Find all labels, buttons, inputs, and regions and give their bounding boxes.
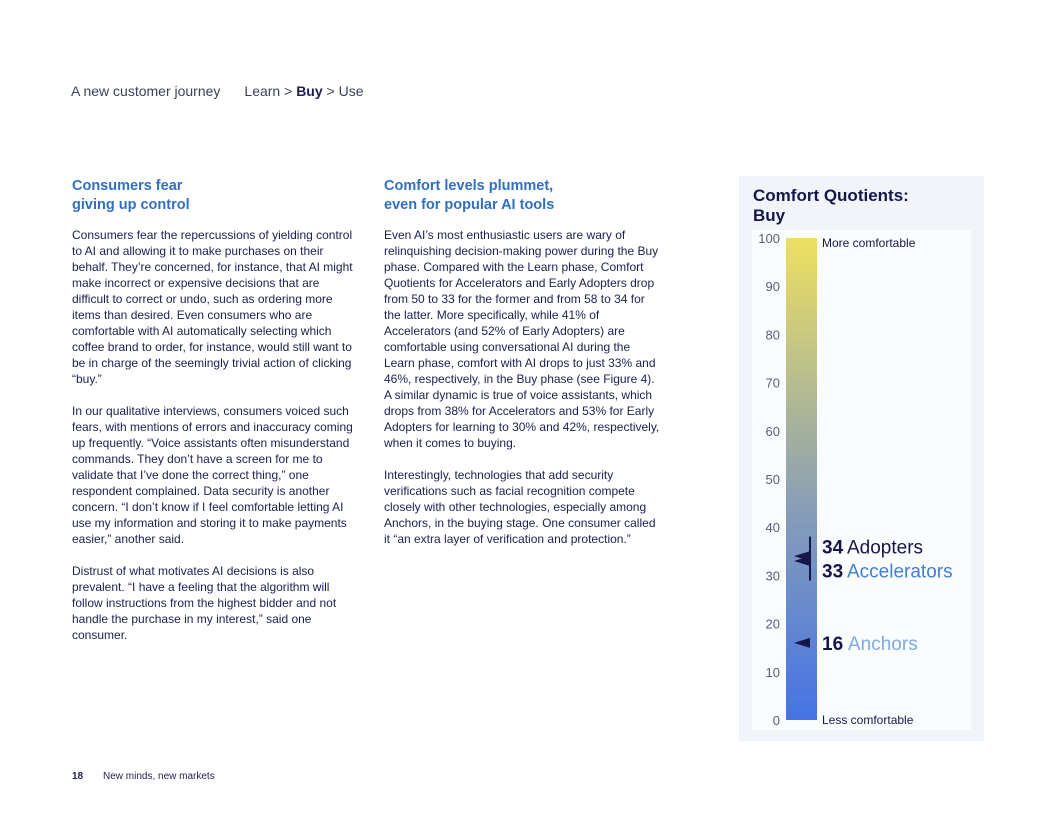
- top-axis-label: More comfortable: [822, 236, 916, 250]
- chart-title-line: Buy: [753, 206, 786, 225]
- data-label-value: 16: [822, 633, 844, 655]
- data-label-value: 33: [822, 561, 844, 583]
- section-title: A new customer journey: [71, 83, 221, 99]
- chart-plot-area: [752, 230, 971, 730]
- column-comfort-levels: [384, 177, 664, 563]
- paragraph: Consumers fear the repercussions of yielding control to AI and allowing it to make purchases on their behalf. They’re concerned, for instance, that AI might make incorrect or expensive decisions that are difficult to correct or undo, such as ordering more items than desired. Even consumers who are comfortable with AI automatically selecting which coffee brand to order, for instance, would still want to be in charge of the seemingly trivial action of clicking “buy.”: [72, 228, 353, 386]
- chart-title: [753, 186, 909, 226]
- y-tick-label: 80: [765, 327, 780, 343]
- page-footer: [72, 771, 215, 782]
- breadcrumb-separator: >: [322, 83, 339, 99]
- paragraph: Interestingly, technologies that add security verifications such as facial recognition compete closely with other technologies, especially among Anchors, in the buying stage. One consumer called it “an extra layer of verification and protection.”: [384, 468, 656, 546]
- y-tick-label: 90: [765, 279, 780, 295]
- y-tick-label: 40: [765, 520, 780, 536]
- comfort-quotient-chart-panel: [739, 176, 984, 741]
- breadcrumb: [244, 83, 363, 99]
- y-tick-label: 0: [772, 713, 780, 728]
- data-label-name: Adopters: [847, 537, 924, 559]
- y-tick-label: 70: [765, 375, 780, 391]
- y-tick-label: 30: [765, 568, 780, 584]
- y-tick-label: 50: [765, 472, 780, 487]
- gradient-bar: [786, 238, 817, 720]
- breadcrumb-separator: >: [280, 83, 297, 99]
- data-label-value: 34: [822, 537, 844, 559]
- y-tick-label: 10: [765, 664, 780, 680]
- publication-title: New minds, new markets: [103, 771, 215, 782]
- breadcrumb-use: Use: [338, 83, 364, 99]
- comfort-chart: [752, 230, 971, 730]
- data-label-name: Accelerators: [847, 561, 953, 583]
- column-heading: Comfort levels plummet, even for popular AI tools: [384, 178, 555, 213]
- chart-title-line: Comfort Quotients:: [753, 186, 909, 205]
- paragraph: Distrust of what motivates AI decisions is also prevalent. “I have a feeling that the algorithm will follow instructions from the highest bidder and not handle the purchase in my interest,” said one consumer.: [72, 564, 337, 642]
- paragraph: Even AI’s most enthusiastic users are wary of relinquishing decision-making power during the Buy phase. Compared with the Learn phase, Comfort Quotients for Accelerators and Early Adopters drop from 50 to 33 for the former and from 58 to 34 for the latter. More specifically, while 41% of Accelerators (and 52% of Early Adopters) are comfortable using conversational AI during the Learn phase, comfort with AI drops to just 33% and 46%, respectively, in the Buy phase (see Figure 4). A similar dynamic is true of voice assistants, which drops from 38% for Accelerators and 53% for Early Adopters for learning to 30% and 42%, respectively, when it comes to buying.: [384, 228, 660, 450]
- breadcrumb-buy: Buy: [296, 83, 323, 99]
- page-number: 18: [72, 771, 84, 782]
- y-tick-label: 100: [758, 231, 780, 246]
- data-label-name: Anchors: [848, 633, 918, 655]
- column-consumers-fear: [72, 177, 357, 659]
- breadcrumb-learn: Learn: [244, 83, 281, 99]
- bottom-axis-label: Less comfortable: [822, 713, 914, 727]
- page-header: [71, 83, 364, 99]
- y-tick-label: 20: [765, 616, 780, 632]
- y-tick-label: 60: [765, 423, 780, 439]
- column-heading: Consumers fear giving up control: [72, 178, 190, 213]
- paragraph: In our qualitative interviews, consumers voiced such fears, with mentions of errors and inaccuracy coming up frequently. “Voice assistants often misunderstand commands. They don’t have a screen for me to validate that I’ve done the correct thing,” one respondent complained. Data security is another concern. “I don’t know if I feel comfortable letting AI use my information and storing it to make payments easier,” another said.: [72, 404, 353, 546]
